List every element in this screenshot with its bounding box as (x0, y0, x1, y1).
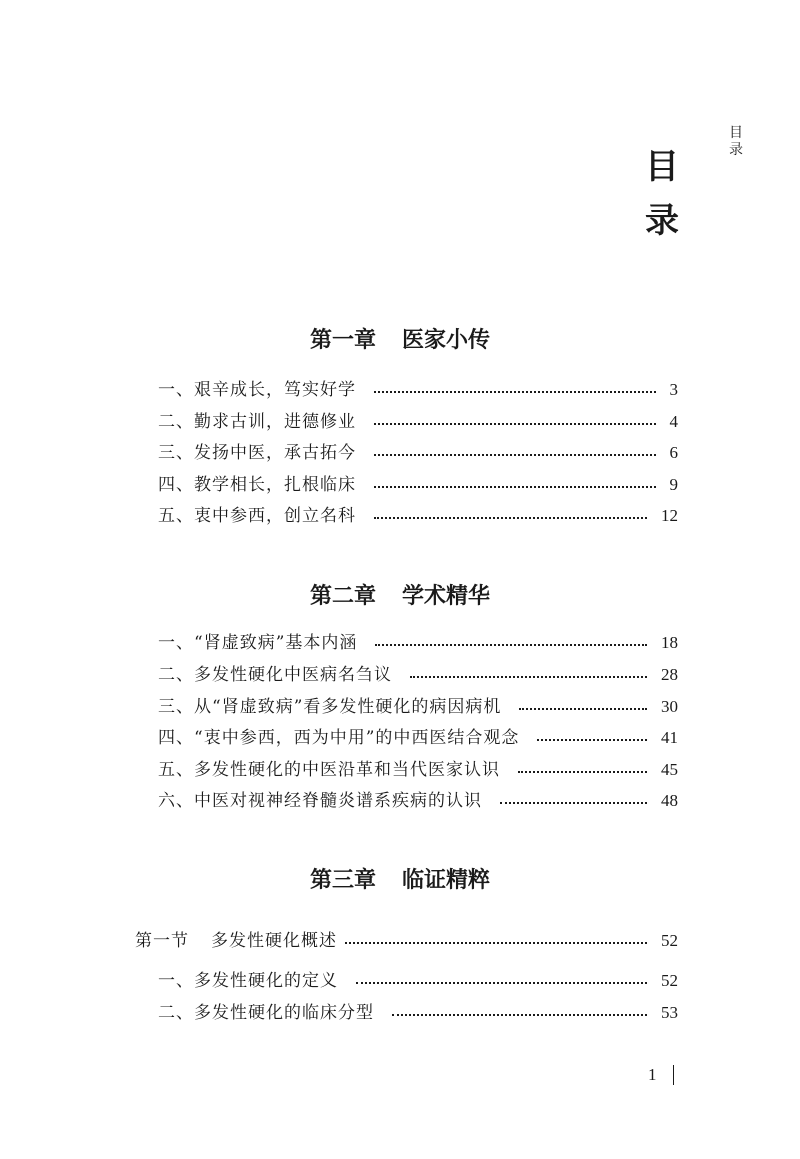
toc-entry[interactable] (158, 694, 678, 720)
chapter-name: 学术精华 (402, 584, 491, 609)
folio-divider (673, 1065, 674, 1085)
leader-dots (374, 423, 656, 425)
chapter-name: 医家小传 (402, 328, 491, 353)
toc-entry-page: 12 (661, 506, 678, 525)
leader-dots (519, 708, 647, 710)
toc-entry-page: 30 (661, 697, 678, 716)
toc-entry[interactable] (158, 1000, 678, 1026)
chapter-number: 第三章 (309, 868, 376, 893)
toc-entry-page: 52 (661, 971, 678, 990)
toc-entry-label: 六、中医对视神经脊髓炎谱系疾病的认识 (158, 791, 482, 811)
leader-dots (500, 802, 647, 804)
toc-entry-label: 一、多发性硬化的定义 (158, 971, 338, 991)
chapter-heading (0, 326, 800, 356)
toc-entry[interactable] (158, 377, 678, 403)
toc-entry[interactable] (158, 630, 678, 656)
toc-entry-page: 6 (669, 443, 678, 462)
toc-entry-page: 18 (661, 633, 678, 652)
toc-entry-label: 二、多发性硬化的临床分型 (158, 1003, 374, 1023)
page-footer (648, 1063, 674, 1087)
toc-entry-label: 五、多发性硬化的中医沿革和当代医家认识 (158, 760, 500, 780)
chapter-number: 第二章 (309, 584, 376, 609)
leader-dots (374, 454, 656, 456)
toc-entry-label: 四、“衷中参西，西为中用”的中西医结合观念 (158, 728, 520, 748)
leader-dots (345, 942, 647, 944)
toc-entry-page: 48 (661, 791, 678, 810)
toc-entry-label: 一、艰辛成长，笃实好学 (158, 380, 356, 400)
toc-section-entry[interactable] (135, 928, 678, 954)
page-number: 1 (648, 1065, 657, 1084)
leader-dots (374, 391, 656, 393)
toc-entry[interactable] (158, 968, 678, 994)
toc-entry-page: 9 (669, 475, 678, 494)
toc-entry[interactable] (158, 662, 678, 688)
leader-dots (356, 982, 647, 984)
leader-dots (374, 486, 656, 488)
leader-dots (537, 739, 647, 741)
chapter-number: 第一章 (309, 328, 376, 353)
leader-dots (518, 771, 647, 773)
toc-entry[interactable] (158, 788, 678, 814)
leader-dots (374, 517, 647, 519)
toc-entry-label: 三、发扬中医，承古拓今 (158, 443, 356, 463)
toc-entry-label: 三、从“肾虚致病”看多发性硬化的病因病机 (158, 697, 502, 717)
toc-entry[interactable] (158, 472, 678, 498)
toc-entry[interactable] (158, 440, 678, 466)
chapter-heading (0, 582, 800, 612)
running-header-label: 目录 (729, 125, 743, 158)
section-number: 第一节 (135, 931, 189, 951)
toc-entry-page: 3 (669, 380, 678, 399)
leader-dots (410, 676, 647, 678)
toc-entry-label: 四、教学相长，扎根临床 (158, 475, 356, 495)
toc-entry-page: 45 (661, 760, 678, 779)
toc-entry-page: 4 (669, 412, 678, 431)
page-title: 目录 (645, 147, 679, 241)
section-name: 多发性硬化概述 (211, 931, 337, 951)
leader-dots (392, 1014, 647, 1016)
toc-entry-page: 28 (661, 665, 678, 684)
toc-entry-label: 二、多发性硬化中医病名刍议 (158, 665, 392, 685)
section-page: 52 (661, 931, 678, 950)
toc-entry[interactable] (158, 503, 678, 529)
chapter-heading (0, 866, 800, 896)
toc-entry-label: 五、衷中参西，创立名科 (158, 506, 356, 526)
toc-entry[interactable] (158, 757, 678, 783)
chapter-name: 临证精粹 (402, 868, 491, 893)
toc-entry-page: 53 (661, 1003, 678, 1022)
leader-dots (375, 644, 647, 646)
toc-entry-label: 一、“肾虚致病”基本内涵 (158, 633, 358, 653)
toc-entry[interactable] (158, 725, 678, 751)
toc-entry[interactable] (158, 409, 678, 435)
toc-entry-page: 41 (661, 728, 678, 747)
toc-entry-label: 二、勤求古训，进德修业 (158, 412, 356, 432)
